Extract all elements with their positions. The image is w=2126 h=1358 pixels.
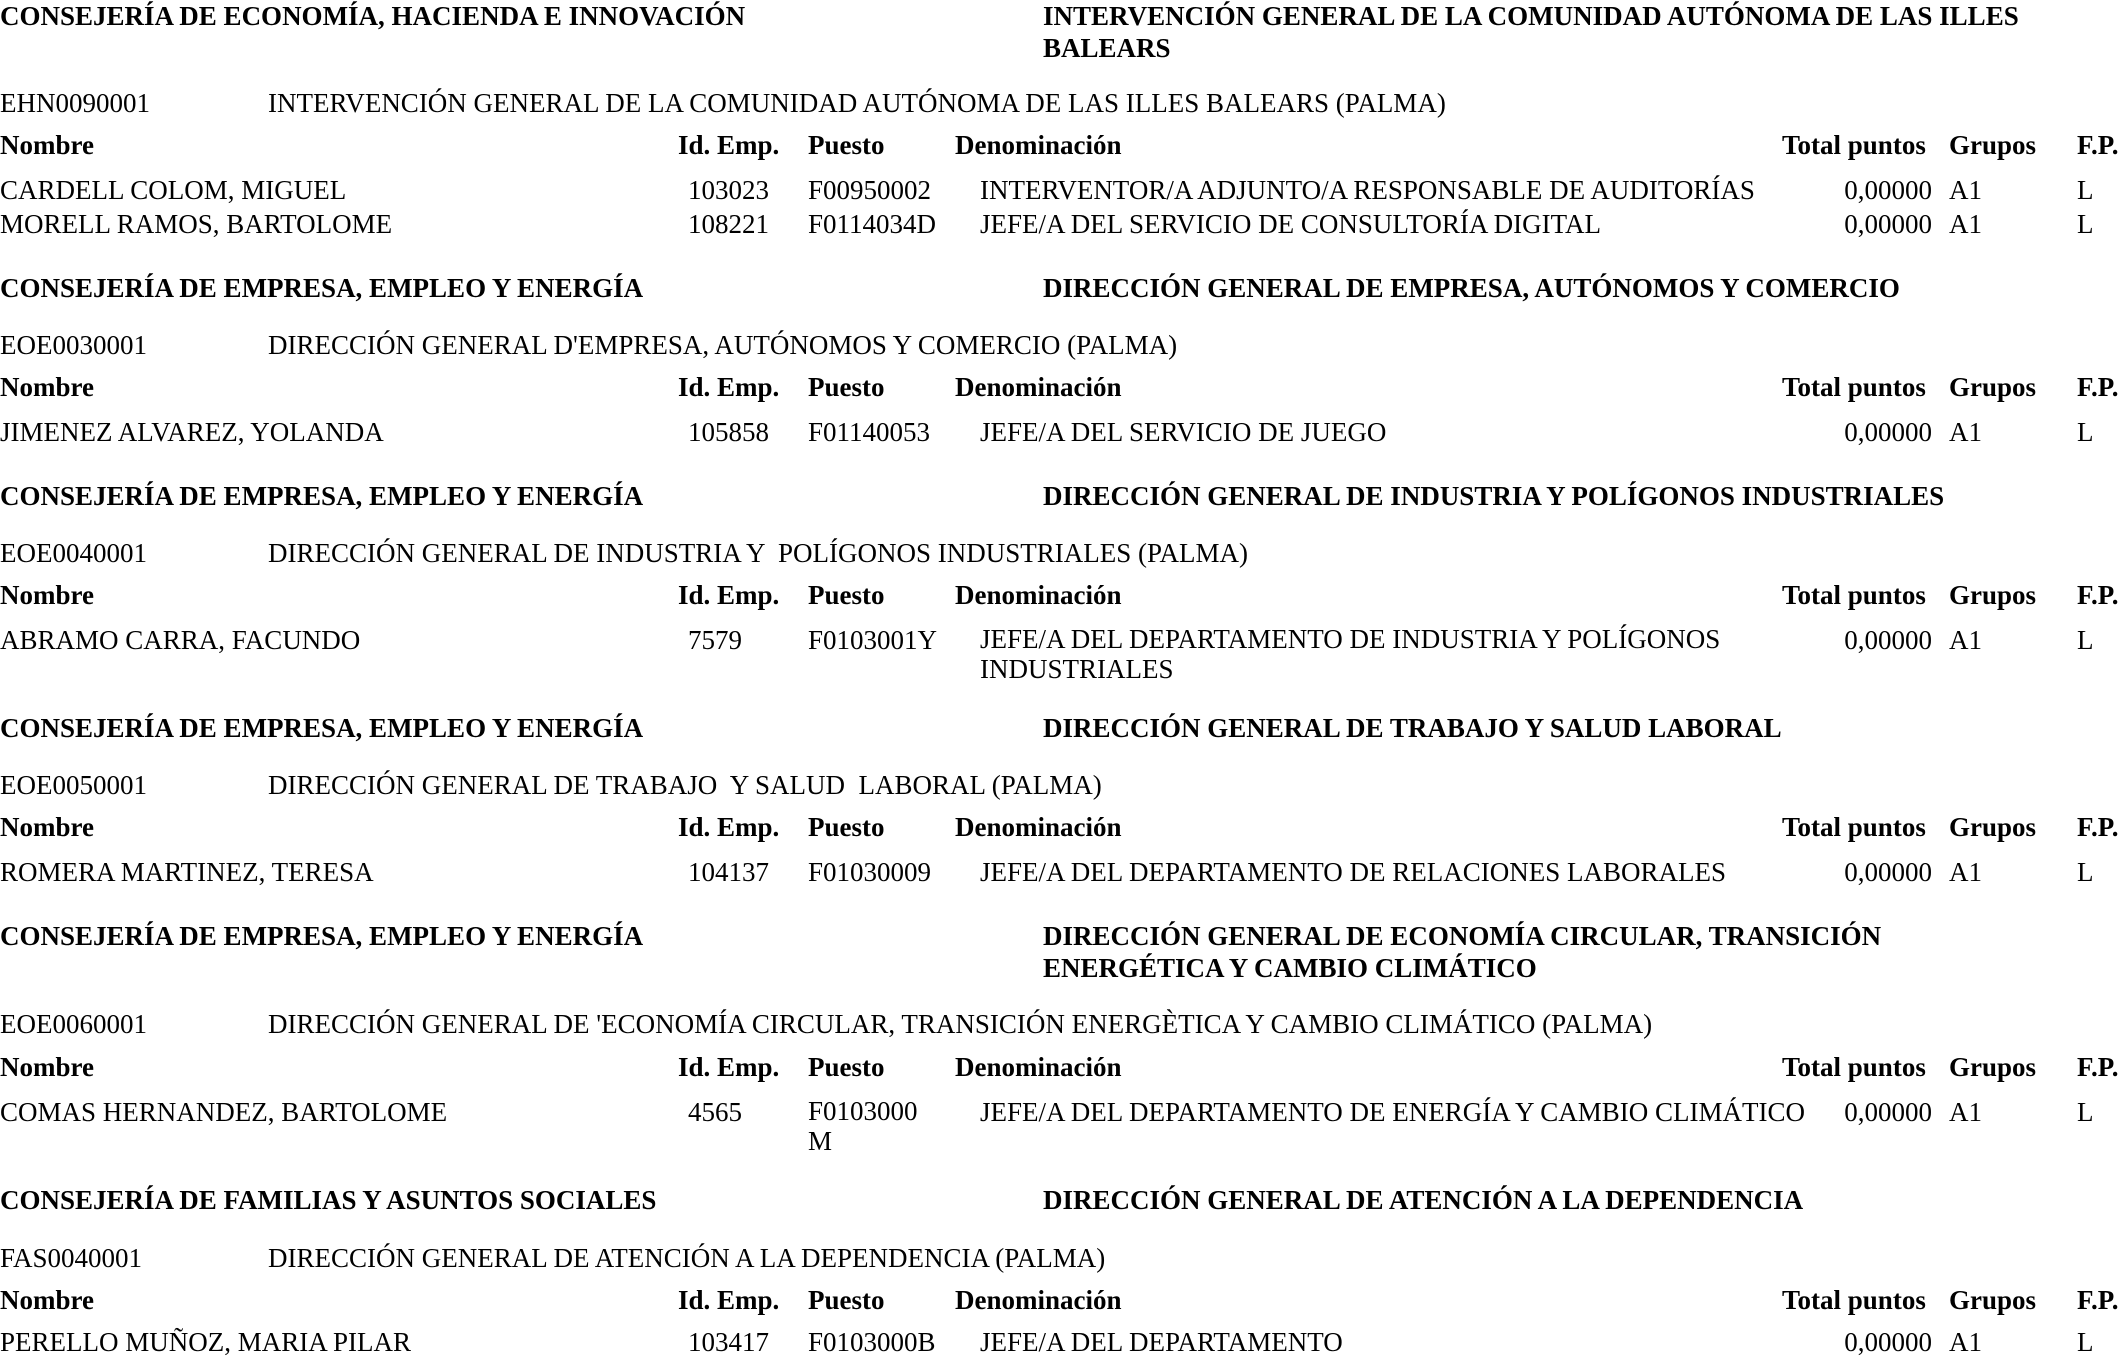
col-grupos: Grupos [1949, 812, 2037, 842]
col-puesto: Puesto [808, 1052, 885, 1082]
col-grupos: Grupos [1949, 372, 2037, 402]
row-grupo: A1 [1949, 857, 1982, 887]
row-total-puntos: 0,00000 [1844, 625, 1932, 655]
row-grupo: A1 [1949, 1097, 1982, 1127]
row-total-puntos: 0,00000 [1844, 175, 1932, 205]
unit-code: FAS0040001 [0, 1243, 143, 1273]
col-puesto: Puesto [808, 580, 885, 610]
col-total-puntos: Total puntos [1782, 1052, 1926, 1082]
col-denominacion: Denominación [955, 130, 1122, 160]
row-nombre: COMAS HERNANDEZ, BARTOLOME [0, 1097, 448, 1127]
row-fp: L [2077, 857, 2094, 887]
row-denominacion: JEFE/A DEL DEPARTAMENTO [980, 1327, 1343, 1357]
row-grupo: A1 [1949, 417, 1982, 447]
row-nombre: CARDELL COLOM, MIGUEL [0, 175, 347, 205]
row-denominacion: JEFE/A DEL DEPARTAMENTO DE ENERGÍA Y CAMBIO CLIMÁTICO [980, 1097, 1805, 1127]
col-nombre: Nombre [0, 1052, 94, 1082]
col-nombre: Nombre [0, 580, 94, 610]
col-denominacion: Denominación [955, 372, 1122, 402]
unit-name: DIRECCIÓN GENERAL DE 'ECONOMÍA CIRCULAR, TRANSICIÓN ENERGÈTICA Y CAMBIO CLIMÁTICO (PALMA) [268, 1009, 1653, 1039]
col-id-emp: Id. Emp. [678, 130, 780, 160]
row-total-puntos: 0,00000 [1844, 209, 1932, 239]
col-total-puntos: Total puntos [1782, 812, 1926, 842]
col-puesto: Puesto [808, 130, 885, 160]
row-fp: L [2077, 417, 2094, 447]
col-fp: F.P. [2077, 130, 2119, 160]
row-id-emp: 105858 [688, 417, 769, 447]
row-id-emp: 108221 [688, 209, 769, 239]
col-grupos: Grupos [1949, 130, 2037, 160]
row-total-puntos: 0,00000 [1844, 1327, 1932, 1357]
unit-code: EOE0050001 [0, 770, 147, 800]
direccion-heading: DIRECCIÓN GENERAL DE INDUSTRIA Y POLÍGONOS INDUSTRIALES [1043, 481, 1945, 511]
col-puesto: Puesto [808, 1285, 885, 1315]
unit-name: DIRECCIÓN GENERAL D'EMPRESA, AUTÓNOMOS Y COMERCIO (PALMA) [268, 330, 1178, 360]
col-fp: F.P. [2077, 580, 2119, 610]
row-fp: L [2077, 209, 2094, 239]
col-nombre: Nombre [0, 1285, 94, 1315]
unit-code: EOE0030001 [0, 330, 147, 360]
col-total-puntos: Total puntos [1782, 1285, 1926, 1315]
row-denominacion: JEFE/A DEL SERVICIO DE JUEGO [980, 417, 1387, 447]
col-grupos: Grupos [1949, 580, 2037, 610]
direccion-heading: INTERVENCIÓN GENERAL DE LA COMUNIDAD AUTÓNOMA DE LAS ILLES BALEARS [1043, 1, 2019, 63]
row-denominacion: INTERVENTOR/A ADJUNTO/A RESPONSABLE DE AUDITORÍAS [980, 175, 1755, 205]
row-nombre: PERELLO MUÑOZ, MARIA PILAR [0, 1327, 412, 1357]
col-id-emp: Id. Emp. [678, 1052, 780, 1082]
consejeria-heading: CONSEJERÍA DE EMPRESA, EMPLEO Y ENERGÍA [0, 273, 644, 303]
col-denominacion: Denominación [955, 1052, 1122, 1082]
row-denominacion: JEFE/A DEL DEPARTAMENTO DE INDUSTRIA Y POLÍGONOS INDUSTRIALES [980, 624, 1721, 684]
row-puesto: F01140053 [808, 417, 931, 447]
row-fp: L [2077, 1097, 2094, 1127]
row-id-emp: 104137 [688, 857, 769, 887]
direccion-heading: DIRECCIÓN GENERAL DE EMPRESA, AUTÓNOMOS Y COMERCIO [1043, 273, 1900, 303]
col-fp: F.P. [2077, 1285, 2119, 1315]
col-id-emp: Id. Emp. [678, 580, 780, 610]
consejeria-heading: CONSEJERÍA DE ECONOMÍA, HACIENDA E INNOVACIÓN [0, 1, 746, 31]
row-fp: L [2077, 175, 2094, 205]
col-id-emp: Id. Emp. [678, 812, 780, 842]
row-nombre: MORELL RAMOS, BARTOLOME [0, 209, 393, 239]
consejeria-heading: CONSEJERÍA DE FAMILIAS Y ASUNTOS SOCIALES [0, 1185, 657, 1215]
col-grupos: Grupos [1949, 1052, 2037, 1082]
row-puesto: F0103000B [808, 1327, 936, 1357]
col-fp: F.P. [2077, 812, 2119, 842]
consejeria-heading: CONSEJERÍA DE EMPRESA, EMPLEO Y ENERGÍA [0, 481, 644, 511]
col-denominacion: Denominación [955, 580, 1122, 610]
row-puesto: F00950002 [808, 175, 932, 205]
row-denominacion: JEFE/A DEL DEPARTAMENTO DE RELACIONES LABORALES [980, 857, 1726, 887]
col-fp: F.P. [2077, 1052, 2119, 1082]
unit-code: EHN0090001 [0, 88, 150, 118]
col-puesto: Puesto [808, 372, 885, 402]
row-puesto: F0103001Y [808, 625, 938, 655]
unit-name: INTERVENCIÓN GENERAL DE LA COMUNIDAD AUTÓNOMA DE LAS ILLES BALEARS (PALMA) [268, 88, 1446, 118]
row-grupo: A1 [1949, 175, 1982, 205]
row-puesto: F0103000 M [808, 1096, 918, 1156]
direccion-heading: DIRECCIÓN GENERAL DE ECONOMÍA CIRCULAR, TRANSICIÓN ENERGÉTICA Y CAMBIO CLIMÁTICO [1043, 921, 1882, 983]
consejeria-heading: CONSEJERÍA DE EMPRESA, EMPLEO Y ENERGÍA [0, 921, 644, 951]
col-nombre: Nombre [0, 130, 94, 160]
row-nombre: JIMENEZ ALVAREZ, YOLANDA [0, 417, 384, 447]
row-total-puntos: 0,00000 [1844, 417, 1932, 447]
col-total-puntos: Total puntos [1782, 372, 1926, 402]
row-puesto: F0114034D [808, 209, 937, 239]
unit-name: DIRECCIÓN GENERAL DE INDUSTRIA Y POLÍGONOS INDUSTRIALES (PALMA) [268, 538, 1248, 568]
col-puesto: Puesto [808, 812, 885, 842]
consejeria-heading: CONSEJERÍA DE EMPRESA, EMPLEO Y ENERGÍA [0, 713, 644, 743]
direccion-heading: DIRECCIÓN GENERAL DE TRABAJO Y SALUD LABORAL [1043, 713, 1782, 743]
row-grupo: A1 [1949, 625, 1982, 655]
row-id-emp: 7579 [688, 625, 742, 655]
row-grupo: A1 [1949, 1327, 1982, 1357]
unit-code: EOE0060001 [0, 1009, 147, 1039]
col-id-emp: Id. Emp. [678, 1285, 780, 1315]
row-puesto: F01030009 [808, 857, 932, 887]
col-grupos: Grupos [1949, 1285, 2037, 1315]
unit-name: DIRECCIÓN GENERAL DE TRABAJO Y SALUD LABORAL (PALMA) [268, 770, 1102, 800]
row-nombre: ABRAMO CARRA, FACUNDO [0, 625, 361, 655]
unit-code: EOE0040001 [0, 538, 147, 568]
row-total-puntos: 0,00000 [1844, 857, 1932, 887]
row-total-puntos: 0,00000 [1844, 1097, 1932, 1127]
col-id-emp: Id. Emp. [678, 372, 780, 402]
col-fp: F.P. [2077, 372, 2119, 402]
unit-name: DIRECCIÓN GENERAL DE ATENCIÓN A LA DEPENDENCIA (PALMA) [268, 1243, 1106, 1273]
col-total-puntos: Total puntos [1782, 130, 1926, 160]
col-nombre: Nombre [0, 812, 94, 842]
col-total-puntos: Total puntos [1782, 580, 1926, 610]
col-nombre: Nombre [0, 372, 94, 402]
row-grupo: A1 [1949, 209, 1982, 239]
row-fp: L [2077, 1327, 2094, 1357]
row-id-emp: 4565 [688, 1097, 742, 1127]
row-id-emp: 103417 [688, 1327, 769, 1357]
col-denominacion: Denominación [955, 812, 1122, 842]
row-fp: L [2077, 625, 2094, 655]
direccion-heading: DIRECCIÓN GENERAL DE ATENCIÓN A LA DEPENDENCIA [1043, 1185, 1804, 1215]
row-nombre: ROMERA MARTINEZ, TERESA [0, 857, 374, 887]
row-id-emp: 103023 [688, 175, 769, 205]
col-denominacion: Denominación [955, 1285, 1122, 1315]
row-denominacion: JEFE/A DEL SERVICIO DE CONSULTORÍA DIGITAL [980, 209, 1601, 239]
